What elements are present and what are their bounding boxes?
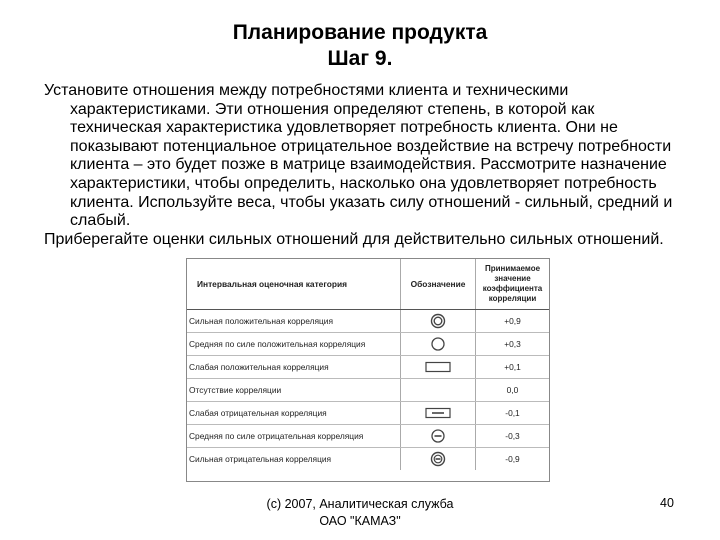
row-category: Сильная отрицательная корреляция bbox=[189, 454, 332, 464]
row-category: Средняя по силе положительная корреляция bbox=[187, 333, 401, 356]
row-symbol bbox=[401, 448, 476, 471]
slide-title bbox=[150, 20, 570, 72]
row-category: Слабая отрицательная корреляция bbox=[187, 402, 401, 425]
slide-title-line-2: Шаг 9. bbox=[327, 47, 393, 70]
page-number: 40 bbox=[660, 496, 674, 510]
row-value: +0,1 bbox=[476, 356, 550, 379]
row-symbol bbox=[401, 356, 476, 379]
row-category: Сильная положительная корреляция bbox=[187, 310, 401, 333]
footer-line-2: ОАО "КАМАЗ" bbox=[319, 514, 401, 528]
row-symbol bbox=[401, 425, 476, 448]
correlation-table bbox=[186, 258, 550, 482]
footer-copyright bbox=[235, 496, 485, 530]
paragraph-instructions: Установите отношения между потребностями клиента и техническими характеристиками. Эти отношения определяют степень, в которой как техническая характеристика удовлетворяет потребность клиента. Они не показывают потенциальное отрицательное воздействие на встречу потребности клиента – это будет позже в матрице взаимодействия. Рассмотрите назначение характеристики, чтобы определить, насколько она удовлетворяет потребность клиента. Используйте веса, чтобы указать силу отношений - сильный, средний и слабый. bbox=[44, 82, 673, 230]
row-value: -0,3 bbox=[476, 425, 550, 448]
row-category: Средняя по силе отрицательная корреляция bbox=[187, 425, 401, 448]
row-value: 0,0 bbox=[476, 379, 550, 402]
header-category: Интервальная оценочная категория bbox=[187, 259, 401, 310]
table-header-row bbox=[187, 259, 549, 310]
double-circle-minus-icon bbox=[430, 451, 446, 467]
slide-title-line-1: Планирование продукта bbox=[232, 21, 488, 44]
table-row bbox=[187, 356, 549, 379]
row-symbol bbox=[401, 402, 476, 425]
table-row bbox=[187, 310, 549, 333]
row-value: -0,1 bbox=[476, 402, 550, 425]
table-row bbox=[187, 402, 549, 425]
table-row bbox=[187, 379, 549, 402]
row-category: Отсутствие корреляции bbox=[187, 379, 401, 402]
rectangle-icon bbox=[425, 361, 451, 373]
correlation-table-grid bbox=[187, 259, 549, 470]
table-row bbox=[187, 425, 549, 448]
row-value: +0,3 bbox=[476, 333, 550, 356]
row-symbol bbox=[401, 310, 476, 333]
slide-body bbox=[44, 82, 684, 249]
paragraph-reserve-strong: Приберегайте оценки сильных отношений для действительно сильных отношений. bbox=[44, 230, 664, 248]
row-value: +0,9 bbox=[476, 310, 550, 333]
header-symbol: Обозначение bbox=[401, 259, 476, 310]
header-coefficient: Принимаемое значение коэффициента корреляции bbox=[476, 259, 550, 310]
table-row bbox=[187, 448, 549, 471]
row-category: Слабая положительная корреляция bbox=[187, 356, 401, 379]
footer-line-1: (c) 2007, Аналитическая служба bbox=[266, 497, 454, 511]
double-circle-icon bbox=[430, 313, 446, 329]
table-row bbox=[187, 333, 549, 356]
circle-minus-icon bbox=[430, 428, 446, 444]
row-value: -0,9 bbox=[505, 454, 520, 464]
row-symbol bbox=[401, 379, 476, 402]
row-symbol bbox=[401, 333, 476, 356]
rectangle-minus-icon bbox=[425, 407, 451, 419]
circle-icon bbox=[430, 336, 446, 352]
